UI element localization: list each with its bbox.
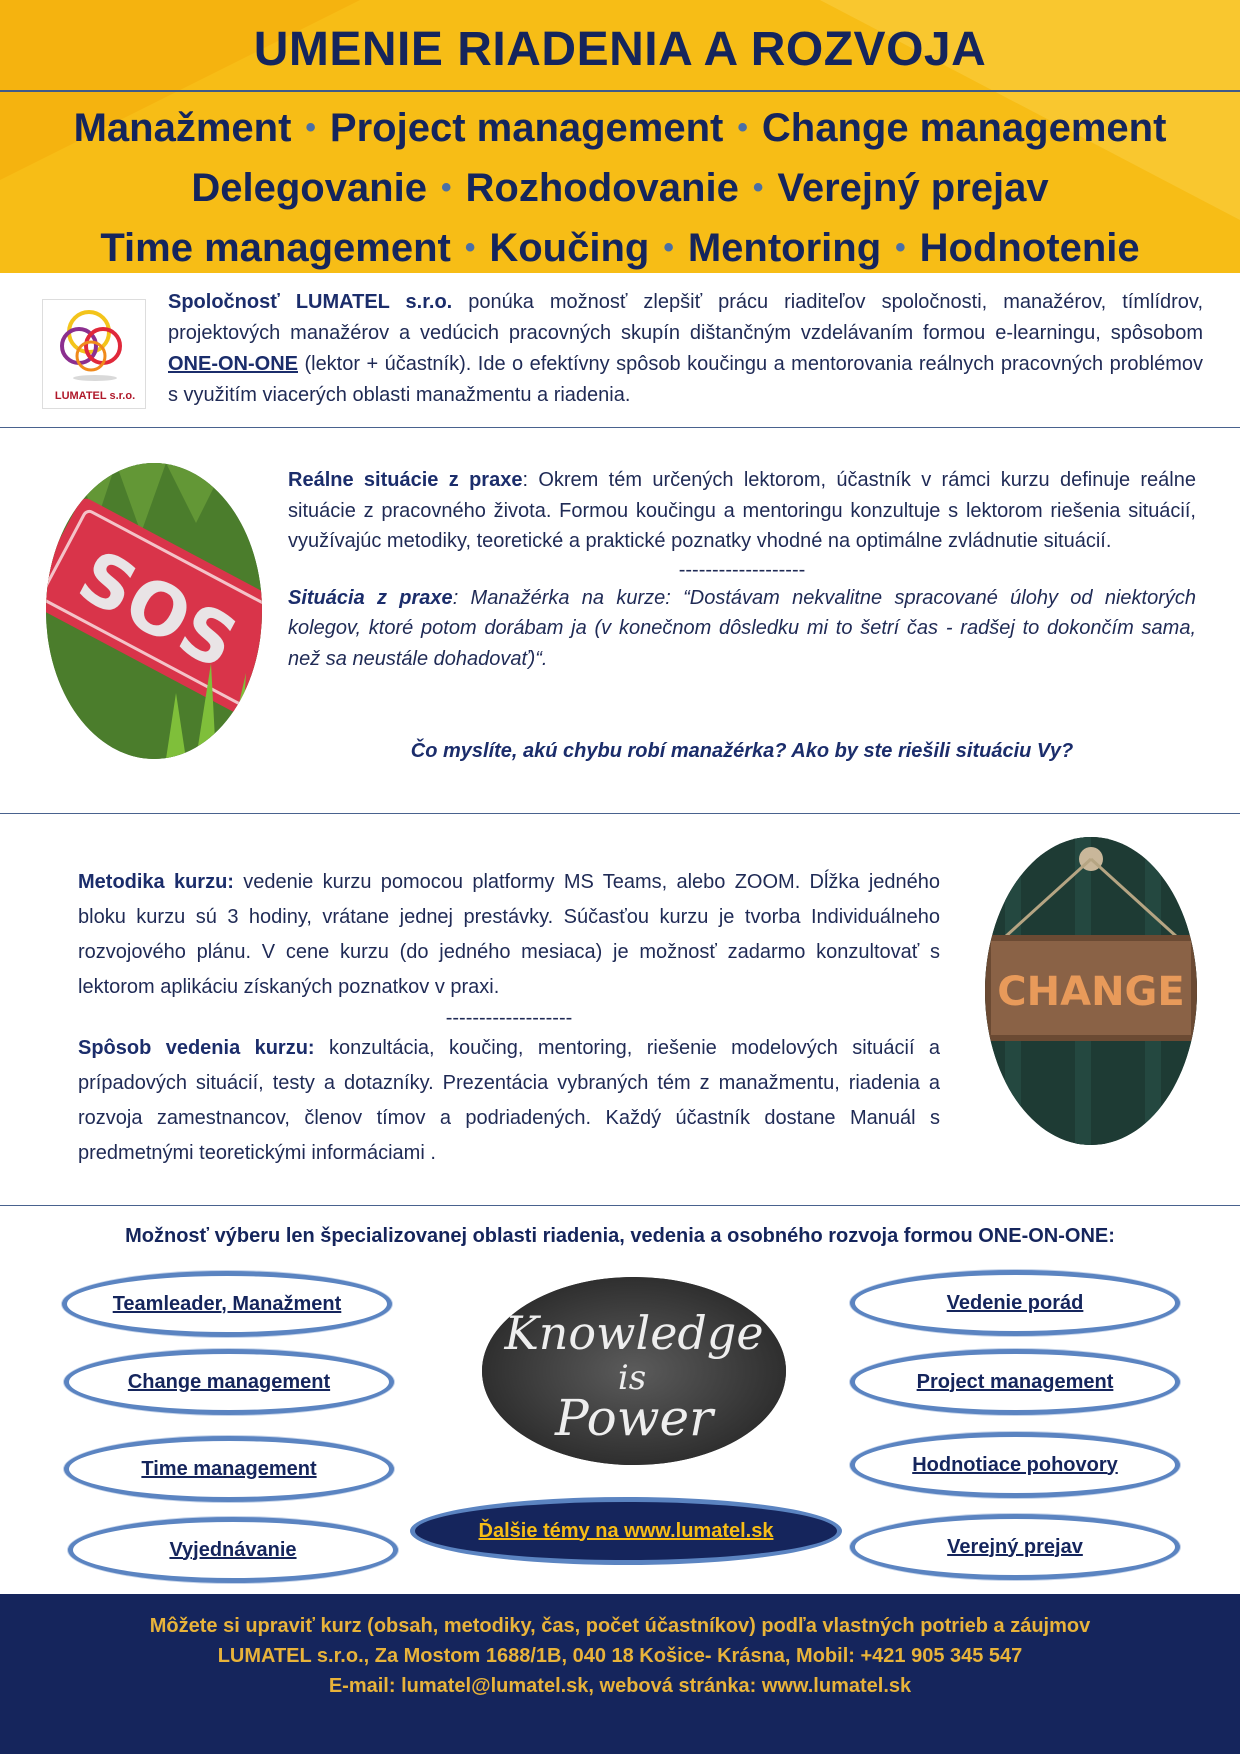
- header-divider: [0, 90, 1240, 92]
- case-heading: Situácia z praxe: [288, 586, 453, 609]
- divider: -------------------: [678, 558, 806, 581]
- header-banner: [0, 0, 1240, 273]
- option-time-management[interactable]: Time management: [64, 1436, 394, 1502]
- situations-text: [288, 465, 1196, 674]
- topic: Rozhodovanie: [465, 166, 739, 210]
- method-text: [78, 865, 940, 1171]
- option-hodnotiace-pohovory[interactable]: Hodnotiace pohovory: [850, 1432, 1180, 1498]
- intro-text-part: ponúka možnosť zlepšiť prácu riaditeľov spoločnosti, manažérov, tímlídrov, projektových manažérov a vedúcich pracovných skupín dištančným vzdelávaním formou e-learningu, spôsobom: [168, 291, 1203, 344]
- option-vyjednavanie[interactable]: Vyjednávanie: [68, 1517, 398, 1583]
- situations-heading: Reálne situácie z praxe: [288, 469, 523, 491]
- change-sign-text: CHANGE: [997, 969, 1185, 1015]
- topic-list: [0, 100, 1240, 273]
- footer-address: LUMATEL s.r.o., Za Mostom 1688/1B, 040 18 Košice- Krásna, Mobil: +421 905 345 547: [217, 1645, 1023, 1667]
- divider: -------------------: [445, 1007, 573, 1029]
- situation-question: Čo myslíte, akú chybu robí manažérka? Ako by ste riešili situáciu Vy?: [410, 740, 1074, 762]
- logo-text: LUMATEL s.r.o.: [54, 390, 136, 402]
- option-teamleader[interactable]: Teamleader, Manažment: [62, 1271, 392, 1337]
- method-section: [0, 815, 1240, 1206]
- topic: Verejný prejav: [777, 166, 1049, 210]
- topic-line-1: Manažment • Project management • Change management: [73, 106, 1167, 150]
- topic: Change management: [761, 106, 1167, 150]
- method-body: vedenie kurzu pomocou platformy MS Teams, alebo ZOOM. Dĺžka jedného bloku kurzu sú 3 hodiny, vrátane jednej prestávky. Súčasťou kurzu je tvorba Individuálneho rozvojového plánu. V cene kurzu (do jedného mesiaca) je možnosť zadarmo konzultovať s lektorom aplikáciu získaných poznatkov v praxi.: [78, 871, 940, 998]
- situations-section: [0, 429, 1240, 814]
- intro-text: [168, 287, 1203, 411]
- delivery-heading: Spôsob vedenia kurzu:: [78, 1037, 315, 1059]
- topic: Delegovanie: [191, 166, 427, 210]
- chalk-text: Knowledge: [504, 1306, 764, 1360]
- more-topics-link[interactable]: Ďalšie témy na www.lumatel.sk: [410, 1497, 842, 1565]
- topic: Mentoring: [687, 226, 882, 270]
- sos-sign-image: [46, 463, 262, 759]
- change-sign-image: [985, 837, 1197, 1145]
- case-body: : Manažérka na kurze: “Dostávam nekvalitne spracované úlohy od niektorých kolegov, ktoré potom dorábam ja (v konečnom dôsledku mi to šetrí čas - radšej to dokončím sama, než sa neustále dohadovať)“.: [288, 586, 1196, 670]
- intro-section: [0, 273, 1240, 428]
- topic-line-3: Time management • Koučing • Mentoring • Hodnotenie: [100, 226, 1140, 270]
- intro-text-part: (lektor + účastník). Ide o efektívny spôsob koučingu a mentorovania reálnych pracovných problémov s využitím viacerých oblasti manažmentu a riadenia.: [168, 353, 1203, 406]
- company-name: Spoločnosť LUMATEL s.r.o.: [168, 291, 453, 313]
- chalk-text: is: [617, 1358, 647, 1398]
- option-vedenie-porad[interactable]: Vedenie porád: [850, 1270, 1180, 1336]
- topic: Time management: [100, 226, 451, 270]
- one-on-one-link[interactable]: ONE-ON-ONE: [168, 353, 298, 375]
- option-verejny-prejav[interactable]: Verejný prejav: [850, 1514, 1180, 1580]
- footer-contact: E-mail: lumatel@lumatel.sk, webová stránka: www.lumatel.sk: [328, 1675, 912, 1697]
- footer: [0, 1594, 1240, 1754]
- chalk-text: Power: [554, 1389, 714, 1447]
- method-heading: Metodika kurzu:: [78, 871, 234, 893]
- knowledge-chalkboard-image: [482, 1277, 786, 1465]
- option-change-management[interactable]: Change management: [64, 1349, 394, 1415]
- topic: Manažment: [73, 106, 292, 150]
- page-title: UMENIE RIADENIA A ROZVOJA: [253, 23, 987, 76]
- footer-note: Môžete si upraviť kurz (obsah, metodiky, čas, počet účastníkov) podľa vlastných potrieb a záujmov: [149, 1615, 1091, 1637]
- sos-sign-text: SOS: [65, 533, 251, 686]
- topic: Koučing: [489, 226, 650, 270]
- company-logo: [42, 299, 146, 409]
- topic-line-2: Delegovanie • Rozhodovanie • Verejný prejav: [191, 166, 1049, 210]
- logo-rings-icon: [51, 304, 139, 384]
- options-section: [0, 1207, 1240, 1593]
- delivery-body: konzultácia, koučing, mentoring, riešenie modelových situácií a prípadových situácií, testy a dotazníky. Prezentácia vybraných tém z manažmentu, riadenia a rozvoja zamestnancov, členov tímov a podriadených. Každý účastník dostane Manuál s predmetnými teoretickými informáciami .: [78, 1037, 941, 1164]
- topic: Project management: [329, 106, 724, 150]
- topic: Hodnotenie: [919, 226, 1140, 270]
- options-title: Možnosť výberu len špecializovanej oblasti riadenia, vedenia a osobného rozvoja formou ONE-ON-ONE:: [125, 1225, 1115, 1247]
- option-project-management[interactable]: Project management: [850, 1349, 1180, 1415]
- situations-body: : Okrem tém určených lektorom, účastník v rámci kurzu definuje reálne situácie z pracovného života. Formou koučingu a mentoringu konzultuje s lektorom riešenia situácií, využívajúc metodiky, teoretické a praktické poznatky vhodné na optimálne zvládnutie situácií.: [288, 469, 1196, 552]
